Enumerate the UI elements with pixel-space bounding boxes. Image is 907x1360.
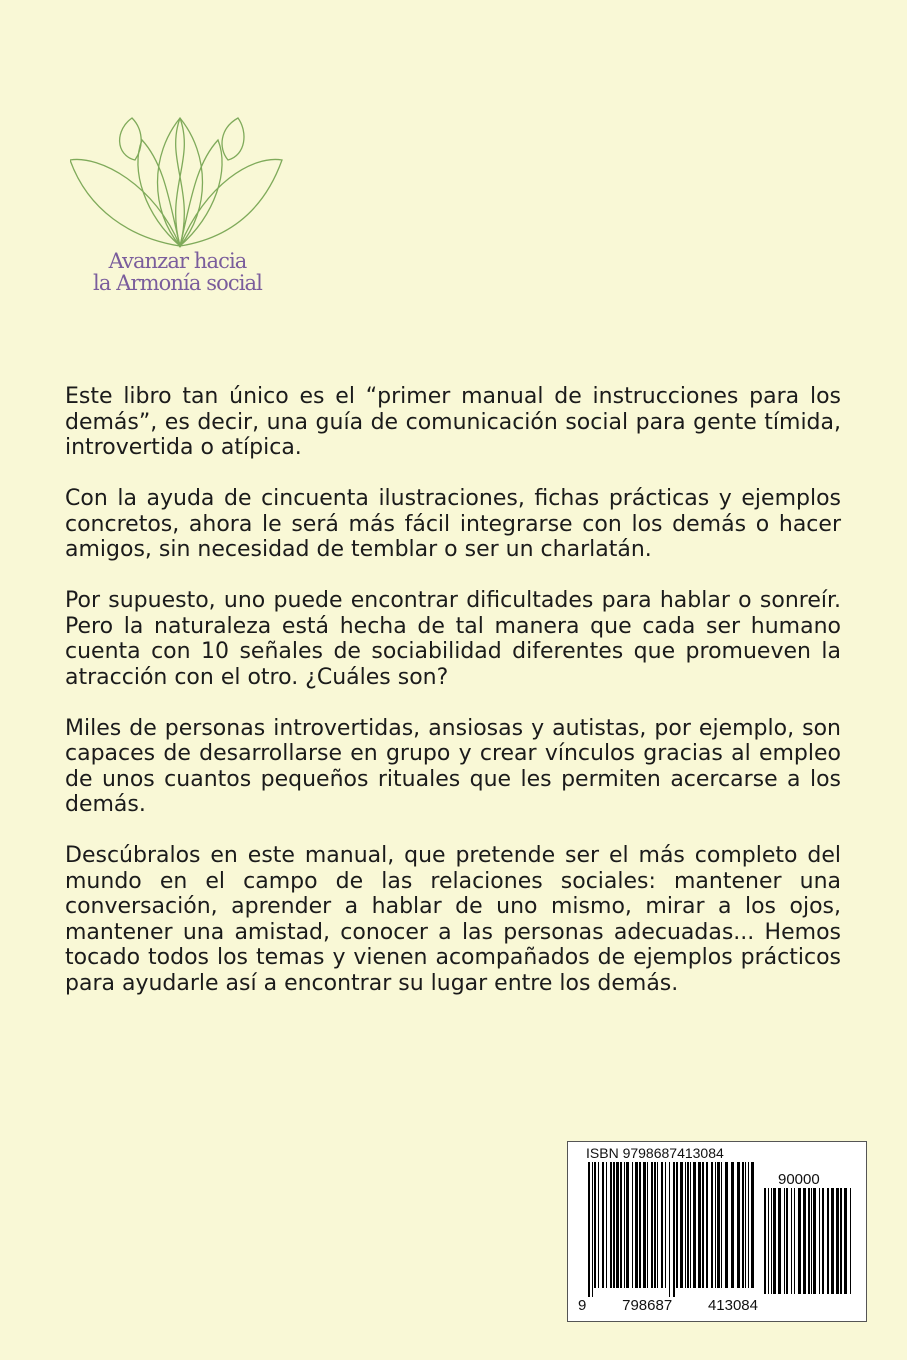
barcode-bar	[811, 1188, 812, 1294]
barcode-bar	[632, 1162, 633, 1288]
barcode-bar	[639, 1162, 641, 1288]
barcode-bar	[768, 1188, 769, 1294]
barcode-bar	[598, 1162, 599, 1288]
barcode-bar	[822, 1188, 824, 1294]
barcode-bar	[616, 1162, 619, 1288]
barcode-bar	[610, 1162, 612, 1288]
barcode-bar	[702, 1162, 704, 1288]
price-code: 90000	[778, 1171, 820, 1188]
barcode-bar	[827, 1188, 829, 1294]
barcode-bar	[698, 1162, 701, 1288]
blurb-paragraph-5: Descúbralos en este manual, que pretende ser el más completo del mundo en el campo de las relaciones sociales: mantener una conversación, aprender a hablar de uno mismo, mirar a los ojos, mantener una amistad, conocer a las personas adecuadas... Hemos tocado todos los temas y vienen acompañados de ejemplos prácticos para ayudarle así a encontrar su lugar entre los demás.	[65, 843, 841, 996]
blurb-paragraph-1: Este libro tan único es el “primer manual de instrucciones para los demás”, es decir, una guía de comunicación social para gente tímida, introvertida o atípica.	[65, 384, 841, 460]
barcode-bar	[588, 1162, 590, 1302]
logo-text	[60, 250, 295, 294]
barcode-bar	[745, 1162, 746, 1288]
ean-first-digit: 9	[578, 1297, 587, 1314]
barcode-bar	[778, 1188, 781, 1294]
barcode-bar	[803, 1188, 806, 1294]
barcode-bar	[831, 1188, 834, 1294]
barcode-bar	[635, 1162, 638, 1288]
isbn-label: ISBN 9798687413084	[586, 1145, 724, 1161]
brand-logo	[60, 100, 300, 310]
barcode-bar	[786, 1188, 788, 1294]
barcode-bar	[737, 1162, 740, 1288]
barcode-bar	[657, 1162, 658, 1288]
blurb-paragraph-3: Por supuesto, uno puede encontrar dificultades para hablar o sonreír. Pero la naturaleza está hecha de tal manera que cada ser humano cuenta con 10 señales de sociabilidad diferentes que promueven la atracción con el otro. ¿Cuáles son?	[65, 588, 841, 690]
barcode-bar	[808, 1188, 810, 1294]
barcode-bar	[643, 1162, 646, 1288]
barcode-bar	[717, 1162, 720, 1288]
barcode-bar	[819, 1188, 820, 1294]
barcode-bar	[711, 1162, 713, 1288]
addon-barcode-bars	[764, 1188, 854, 1318]
barcode-bar	[680, 1162, 683, 1288]
logo-line-1: Avanzar hacia	[108, 249, 247, 273]
barcode-bar	[751, 1162, 754, 1288]
barcode-bar	[748, 1162, 749, 1288]
barcode-bar	[715, 1162, 716, 1288]
blurb-paragraph-2: Con la ayuda de cincuenta ilustraciones, fichas prácticas y ejemplos concretos, ahora le será más fácil integrarse con los demás o hacer amigos, sin necesidad de temblar o ser un charlatán.	[65, 486, 841, 562]
back-cover-blurb	[65, 384, 841, 1022]
barcode-bar	[651, 1162, 653, 1288]
barcode-bar	[669, 1162, 670, 1302]
lotus-leaves-icon	[70, 110, 290, 250]
barcode-bar	[592, 1162, 593, 1302]
barcode-bar	[840, 1188, 842, 1294]
barcode-bar	[654, 1162, 656, 1288]
barcode-bar	[773, 1188, 776, 1294]
barcode-bar	[742, 1162, 744, 1288]
barcode-bar	[706, 1162, 708, 1288]
barcode-bar	[661, 1162, 663, 1288]
barcode-bar	[813, 1188, 816, 1294]
barcode-bar	[791, 1188, 792, 1294]
barcode-bar	[836, 1188, 839, 1294]
barcode-bar	[794, 1188, 795, 1294]
ean-group-1: 798687	[622, 1297, 673, 1314]
barcode-bar	[690, 1162, 691, 1288]
barcode-bar	[626, 1162, 629, 1288]
barcode-bar	[798, 1188, 801, 1294]
logo-line-2: la Armonía social	[93, 271, 262, 295]
barcode-bar	[676, 1162, 678, 1288]
barcode-bar	[850, 1188, 851, 1294]
barcode-bar	[721, 1162, 722, 1288]
isbn-barcode	[567, 1141, 867, 1322]
barcode-bar	[665, 1162, 666, 1288]
barcode-bar	[844, 1188, 847, 1294]
barcode-bar	[687, 1162, 689, 1288]
ean-digits	[578, 1297, 758, 1314]
barcode-bar	[731, 1162, 734, 1288]
barcode-bar	[613, 1162, 615, 1288]
barcode-bar	[685, 1162, 686, 1288]
barcode-bar	[673, 1162, 675, 1302]
barcode-bar	[602, 1162, 604, 1288]
blurb-paragraph-4: Miles de personas introvertidas, ansiosas y autistas, por ejemplo, son capaces de desarrollarse en grupo y crear vínculos gracias al empleo de unos cuantos pequeños rituales que les permiten acercarse a los demás.	[65, 715, 841, 817]
barcode-bar	[647, 1162, 648, 1288]
ean-group-2: 413084	[707, 1297, 758, 1314]
barcode-bar	[624, 1162, 625, 1288]
ean-barcode-bars	[588, 1162, 758, 1302]
barcode-bar	[620, 1162, 622, 1288]
barcode-bar	[693, 1162, 696, 1288]
barcode-bar	[594, 1162, 596, 1288]
barcode-bar	[725, 1162, 728, 1288]
barcode-bar	[771, 1188, 772, 1294]
barcode-bar	[764, 1188, 766, 1294]
barcode-bar	[784, 1188, 785, 1294]
barcode-bar	[606, 1162, 607, 1288]
